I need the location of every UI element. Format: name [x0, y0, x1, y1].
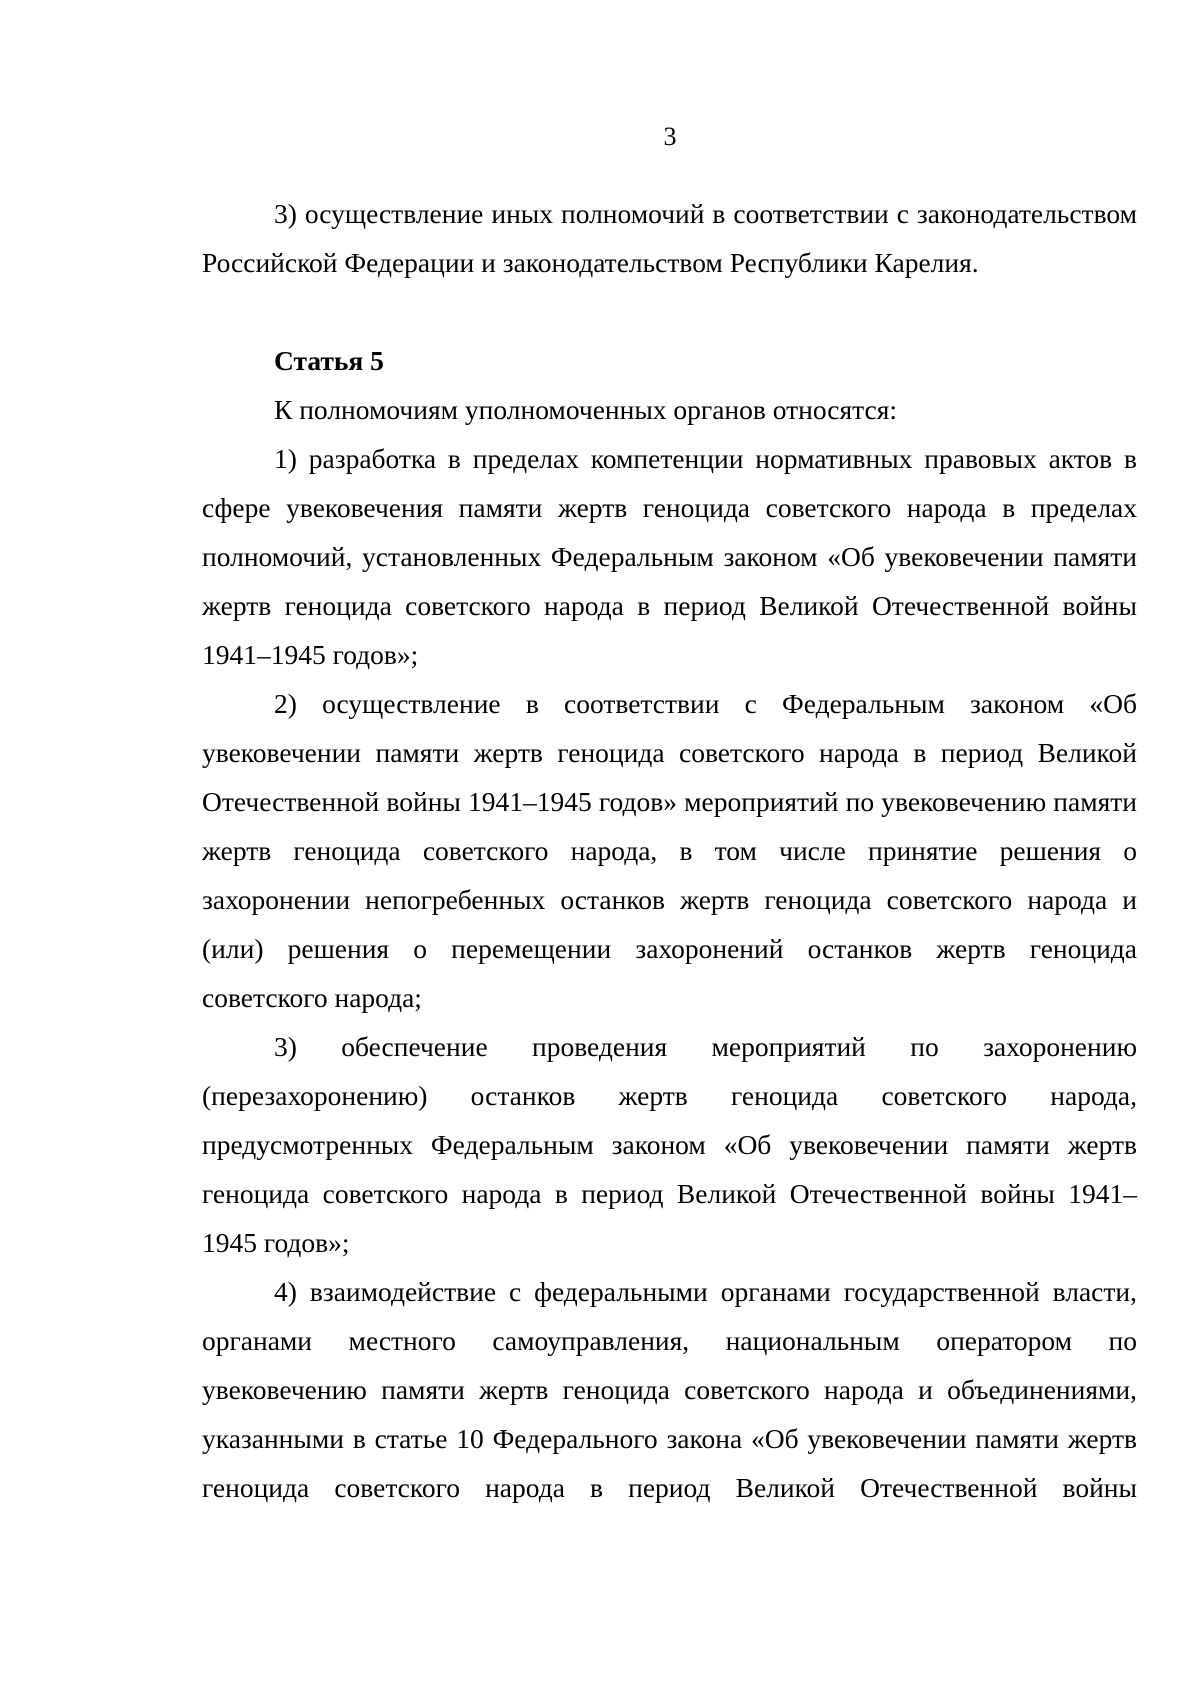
document-body: [202, 189, 1137, 1512]
page-number: 3: [663, 122, 677, 151]
article-intro: К полномочиям уполномоченных органов относятся:: [274, 394, 898, 425]
list-item-2: 2) осуществление в соответствии с Федеральным законом «Об увековечении памяти жертв геноцида советского народа в период Великой Отечественной войны 1941–1945 годов» мероприятий по увековечению памяти жертв геноцида советского народа, в том числе принятие решения о захоронении непогребенных останков жертв геноцида советского народа и (или) решения о перемещении захоронений останков жертв геноцида советского народа;: [202, 688, 1137, 1013]
list-item-3: 3) обеспечение проведения мероприятий по захоронению (перезахоронению) останков жертв геноцида советского народа, предусмотренных Федеральным законом «Об увековечении памяти жертв геноцида советского народа в период Великой Отечественной войны 1941–1945 годов»;: [202, 1031, 1137, 1258]
list-item-1: 1) разработка в пределах компетенции нормативных правовых актов в сфере увековечения памяти жертв геноцида советского народа в пределах полномочий, установленных Федеральным законом «Об увековечении памяти жертв геноцида советского народа в период Великой Отечественной войны 1941–1945 годов»;: [202, 443, 1137, 670]
article-heading: Статья 5: [274, 345, 384, 376]
list-item-4: 4) взаимодействие с федеральными органами государственной власти, органами местного самоуправления, национальным оператором по увековечению памяти жертв геноцида советского народа и объединениями, указанными в статье 10 Федерального закона «Об увековечении памяти жертв геноцида советского народа в период Великой Отечественной войны: [202, 1276, 1137, 1503]
paragraph-prev-item-3: 3) осуществление иных полномочий в соответствии с законодательством Российской Федерации и законодательством Республики Карелия.: [202, 198, 1137, 278]
